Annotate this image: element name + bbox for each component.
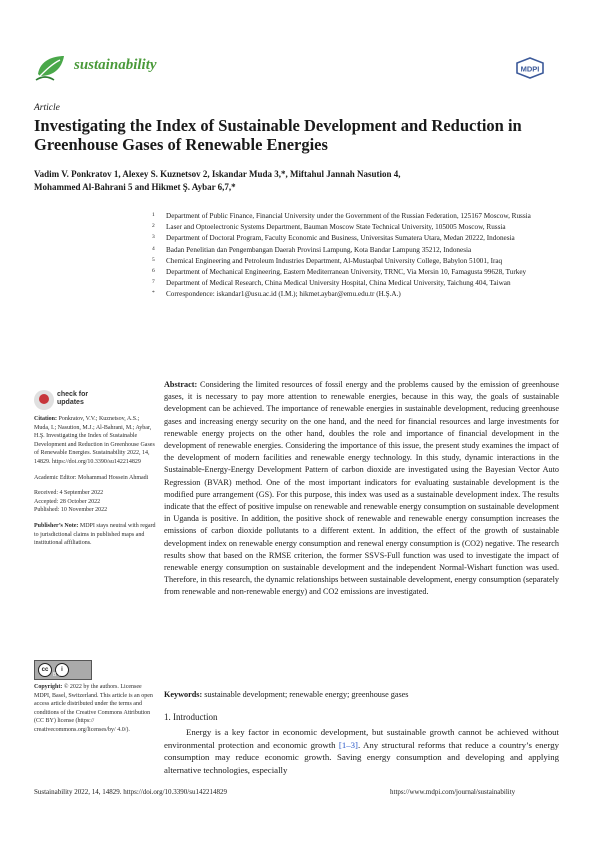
authors-line-1-text: Vadim V. Ponkratov 1, Alexey S. Kuznetsov 2, Iskandar Muda 3,*, Miftahul Jannah Nasution 4, (34, 169, 401, 179)
journal-name: sustainability (74, 57, 157, 73)
cc-by-text: BY (53, 672, 62, 678)
affiliation-number: 2 (152, 223, 155, 230)
mdpi-logo-icon (516, 57, 544, 79)
intro-text-1: Energy is a key factor in economic development, but sustainable growth cannot be achieved without environmental protection and economic growth (164, 727, 559, 750)
footer-journal-url[interactable]: https://www.mdpi.com/journal/sustainability (390, 788, 516, 796)
intro-text-2: . Any structural reforms that reduce a country’s energy consumption may reduce economic growth. Saving energy consumption and developing and applying alternative technologies, especially (164, 739, 559, 775)
published-date: Published: 10 November 2022 (34, 507, 108, 514)
affiliation-list (152, 211, 558, 301)
affiliation-number: * (152, 290, 155, 297)
affiliation-text: Laser and Optoelectronic Systems Department, Bauman Moscow State Technical University, 105005 Moscow, Russia (166, 223, 506, 232)
check-updates-line-2: updates (57, 399, 84, 406)
affiliation-text: Department of Mechanical Engineering, Eastern Mediterranean University, TRNC, Via Mersin 10, Famagusta 99628, Turkey (166, 267, 527, 276)
affiliation-item (152, 267, 558, 277)
affiliation-item (152, 256, 558, 266)
affiliation-text: Chemical Engineering and Petroleum Industries Department, Al-Mustaqbal University College, Babylon 51001, Iraq (166, 256, 503, 265)
accepted-date: Accepted: 28 October 2022 (34, 498, 101, 505)
correspondence-item (152, 289, 558, 299)
abstract-text: Considering the limited resources of fossil energy and the problems caused by the emission of greenhouse gases, it is necessary to pay more attention to renewable energies, because in this way, the goals of sustainable development can be achieved. The importance of renewable energies in sustainable development, reducing greenhouse gases and increasing energy security on the one hand, and the need for financial resources and large investments for renewable energy projects on the other hand, doubles the role and importance of financial development in the development of renewable energies. Considering the importance of this issue, the present study examines the impact of the development of modern facilities and renewable energy technology. In this study, dynamic interactions in the Sustainable-Energy-Energy Development Pattern of carbon dioxide are investigated using the Bayesian Vector Auto Regression (BVAR) method. One of the most important indicators for evaluating sustainable development is the modified pure arrangement (GS). For this purpose, this index was used as a sustainable development index. The results indicate that the effect of positive impulse on renewable and renewable energy consumption on sustainable development in Uganda is positive. In addition, the positive shock of renewable and renewable energy consumption increases the emissions of carbon dioxide pollutants to a different extent. In addition, the effect of the growth of sustainable development index on renewable energy consumption and renewal energy consumption is (CO2) negative. The research results show that based on the RMSE criterion, the former SSVS-Full function was used to investigate the impact of renewable energy consumption on sustainable development and the independent Normal-Wishart function was used. Therefore, in this research, the dynamic relationships between sustainable development, energy consumption (separately from renewable and non-renewable energy) and CO2 emissions are investigated. (164, 380, 559, 597)
author-list (34, 168, 554, 194)
affiliation-item (152, 211, 558, 221)
received-date: Received: 4 September 2022 (34, 490, 104, 497)
affiliation-number: 6 (152, 267, 155, 274)
authors-line-2 (34, 181, 554, 194)
publisher-note (34, 522, 156, 548)
affiliation-item (152, 233, 558, 243)
check-updates-label (57, 391, 88, 407)
copyright-text: © 2022 by the authors. Licensee MDPI, Basel, Switzerland. This article is an open access article distributed under the terms and conditions of the Creative Commons Attribution (CC BY) license (https:// creativecommons.org/licenses/by/ 4.0/). (34, 684, 153, 733)
section-heading-introduction: 1. Introduction (164, 712, 218, 722)
affiliation-number: 4 (152, 245, 155, 252)
publisher-note-label: Publisher’s Note: (34, 522, 79, 529)
authors-line-2-text: Mohammed Al-Bahrani 5 and Hikmet Ş. Aybar 6,7,* (34, 182, 236, 192)
affiliation-item (152, 222, 558, 232)
citation-text: Ponkratov, V.V.; Kuznetsov, A.S.; Muda, I.; Nasution, M.J.; Al-Bahrani, M.; Aybar, H.Ş. Investigating the Index of Sustainable Development and Reduction in Greenhouse Gases of Renewable Energies. Sustainability 2022, 14, 14829. https://doi.org/10.3390/su142214829 (34, 416, 155, 465)
article-type: Article (34, 103, 60, 113)
citation-link[interactable]: [1–3] (338, 739, 358, 750)
affiliation-text: Department of Public Finance, Financial University under the Government of the Russian Federation, 125167 Moscow, Russia (166, 212, 531, 220)
affiliation-number: 7 (152, 279, 155, 286)
check-for-updates-button[interactable] (34, 390, 94, 412)
authors-line-1 (34, 168, 554, 181)
footer-citation: Sustainability 2022, 14, 14829. https://doi.org/10.3390/su142214829 (34, 788, 227, 796)
keywords-text: sustainable development; renewable energy; greenhouse gases (204, 690, 409, 699)
publisher-name: MDPI (520, 64, 540, 74)
attribution-icon: i (55, 663, 69, 677)
abstract-label: Abstract: (164, 380, 198, 389)
introduction-paragraph (164, 726, 559, 776)
affiliation-number: 5 (152, 256, 155, 263)
affiliation-number: 1 (152, 212, 155, 218)
publisher-note-text: MDPI stays neutral with regard to jurisdictional claims in published maps and institutional affiliations. (34, 522, 156, 547)
cc-by-license-badge[interactable] (34, 660, 92, 680)
affiliation-item (152, 245, 558, 255)
copyright-paragraph (34, 683, 156, 735)
copyright-label: Copyright: (34, 684, 63, 690)
article-info-sidebar (34, 415, 156, 555)
affiliation-item (152, 278, 558, 288)
check-updates-icon (34, 390, 54, 410)
affiliation-text: Department of Doctoral Program, Faculty Economic and Business, Universitas Sumatera Utara, Medan 20222, Indonesia (166, 234, 515, 243)
citation-label: Citation: (34, 416, 57, 422)
keywords (164, 689, 559, 701)
citation (34, 415, 156, 467)
affiliation-text: Department of Medical Research, China Medical University Hospital, China Medical University, Taichung 404, Taiwan (166, 279, 511, 288)
affiliation-number: 3 (152, 234, 155, 241)
check-updates-line-1: check for (57, 391, 89, 398)
abstract (164, 379, 559, 599)
copyright-notice (34, 683, 156, 735)
journal-leaf-logo-icon (34, 50, 68, 84)
cc-icon: cc (38, 663, 52, 677)
keywords-label: Keywords: (164, 690, 203, 699)
correspondence-text: Correspondence: iskandar1@usu.ac.id (I.M.); hikmet.aybar@emu.edu.tr (H.Ş.A.) (166, 290, 401, 299)
affiliation-text: Badan Penelitian dan Pengembangan Daerah Provinsi Lampung, Kota Bandar Lampung 35212, Indonesia (166, 245, 472, 254)
academic-editor: Academic Editor: Mohammad Hossein Ahmadi (34, 474, 149, 481)
article-title: Investigating the Index of Sustainable Development and Reduction in Greenhouse Gases of Renewable Energies (34, 116, 522, 154)
